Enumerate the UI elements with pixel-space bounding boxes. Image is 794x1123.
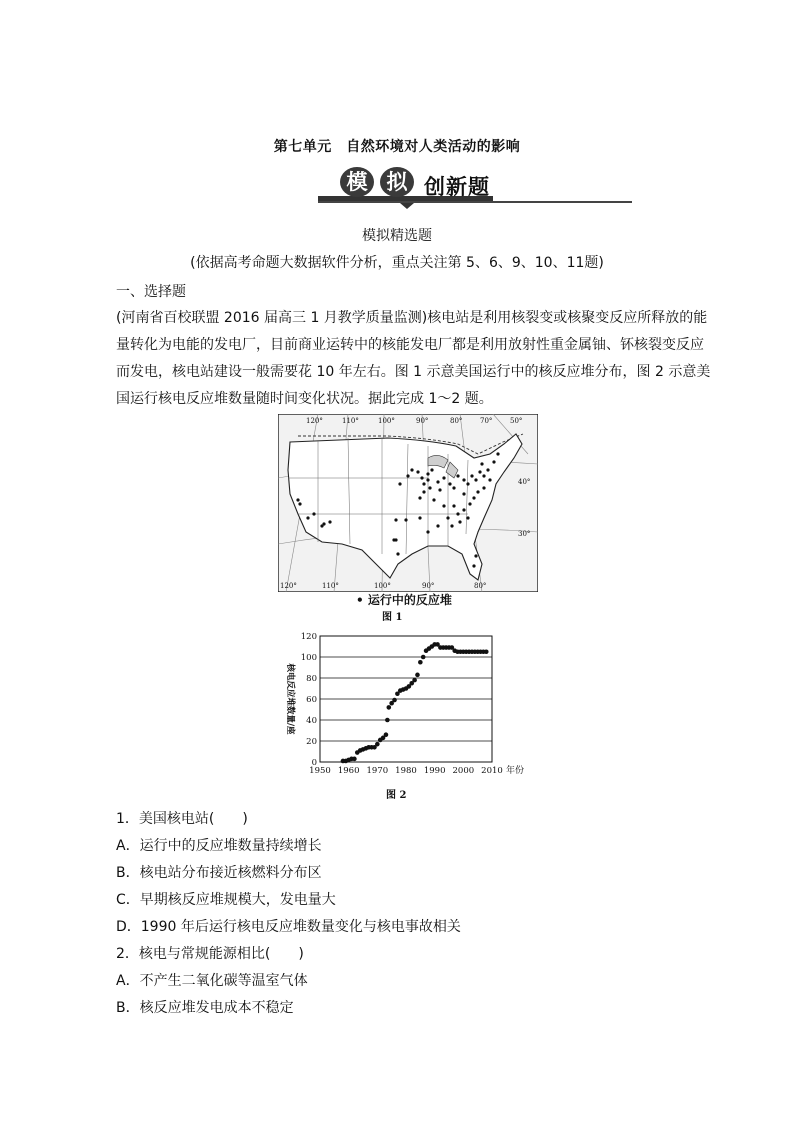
question-1: 1．美国核电站( ) — [116, 811, 248, 827]
x-tick-label: 1990 — [423, 766, 446, 776]
lon-label: 90° — [416, 417, 429, 425]
data-point — [352, 757, 357, 762]
lat-label: 30° — [518, 530, 531, 538]
chart-points — [341, 642, 489, 763]
lon-label: 100° — [378, 417, 395, 425]
data-point — [412, 678, 417, 683]
unit-title: 第七单元 自然环境对人类活动的影响 — [273, 139, 521, 155]
lat-label: 40° — [518, 478, 531, 486]
lon-label: 80° — [474, 582, 487, 590]
intro-paragraph — [116, 305, 711, 413]
figure-2-caption: 图 2 — [386, 790, 407, 801]
y-tick-label: 20 — [306, 737, 317, 747]
lon-label: 120° — [306, 417, 323, 425]
map-legend: • 运行中的反应堆 — [356, 593, 452, 607]
x-tick-label: 1970 — [366, 766, 389, 776]
x-tick-label: 2000 — [452, 766, 475, 776]
data-point — [392, 698, 397, 703]
subtitle: 模拟精选题 — [362, 228, 432, 244]
x-axis-label: 年份 — [506, 766, 525, 776]
x-tick-label: 1950 — [309, 766, 331, 776]
question-2: 2．核电与常规能源相比( ) — [116, 946, 304, 962]
y-tick-labels — [301, 632, 317, 768]
banner-text: 创新题 — [424, 175, 490, 199]
q2-option-b: B．核反应堆发电成本不稳定 — [116, 1000, 294, 1016]
y-tick-label: 60 — [306, 695, 317, 705]
intro-line: 量转化为电能的发电厂，目前商业运转中的核能发电厂都是利用放射性重金属铀、钚核裂变反应 — [116, 337, 704, 353]
y-axis-label: 核电反应堆数量/座 — [285, 663, 295, 735]
x-tick-label: 2010 — [481, 766, 503, 776]
lon-label: 120° — [280, 582, 297, 590]
lon-label: 70° — [480, 417, 493, 425]
q2-option-a: A．不产生二氧化碳等温室气体 — [116, 973, 308, 989]
q1-option-d: D．1990 年后运行核电反应堆数量变化与核电事故相关 — [116, 919, 461, 935]
data-point — [421, 655, 426, 660]
section-heading: 一、选择题 — [116, 284, 186, 300]
q1-option-b: B．核电站分布接近核燃料分布区 — [116, 865, 322, 881]
data-point — [418, 660, 423, 665]
data-point — [484, 649, 489, 654]
mock-new-questions-banner — [318, 167, 638, 203]
focus-note: (依据高考命题大数据软件分析，重点关注第 5、6、9、10、11题) — [190, 255, 604, 271]
banner-badge-2: 拟 — [380, 167, 414, 197]
q1-option-c: C．早期核反应堆规模大，发电量大 — [116, 892, 336, 908]
data-point — [415, 673, 420, 678]
data-point — [375, 742, 380, 747]
lon-label: 50° — [510, 417, 523, 425]
banner-pointer-icon — [400, 203, 414, 209]
figure-1-caption: 图 1 — [382, 612, 403, 623]
x-tick-label: 1980 — [395, 766, 417, 776]
lon-label: 100° — [374, 582, 391, 590]
chart-grid — [320, 636, 492, 762]
intro-line: 而发电，核电站建设一般需要花 10 年左右。图 1 示意美国运行中的核反应堆分布，图 2 示意美 — [116, 364, 711, 380]
y-tick-label: 120 — [300, 632, 317, 642]
lon-label: 110° — [322, 582, 339, 590]
y-tick-label: 40 — [306, 716, 317, 726]
banner-rule — [318, 201, 632, 203]
banner-badge-1: 模 — [340, 167, 374, 197]
data-point — [385, 718, 390, 723]
us-reactor-map — [278, 414, 538, 592]
y-tick-label: 100 — [300, 653, 317, 663]
x-tick-labels — [309, 766, 503, 776]
reactor-count-chart — [274, 626, 534, 778]
intro-line: 国运行核电反应堆数量随时间变化状况。据此完成 1～2 题。 — [116, 391, 493, 407]
x-tick-label: 1960 — [337, 766, 360, 776]
lon-label: 110° — [342, 417, 359, 425]
lon-label: 90° — [422, 582, 435, 590]
y-tick-label: 0 — [311, 758, 317, 768]
intro-line: (河南省百校联盟 2016 届高三 1 月教学质量监测)核电站是利用核裂变或核聚变反应所释放的能 — [116, 310, 708, 326]
lon-label: 80° — [450, 417, 463, 425]
data-point — [387, 705, 392, 710]
y-tick-label: 80 — [306, 674, 317, 684]
q1-option-a: A．运行中的反应堆数量持续增长 — [116, 838, 322, 854]
data-point — [384, 732, 389, 737]
